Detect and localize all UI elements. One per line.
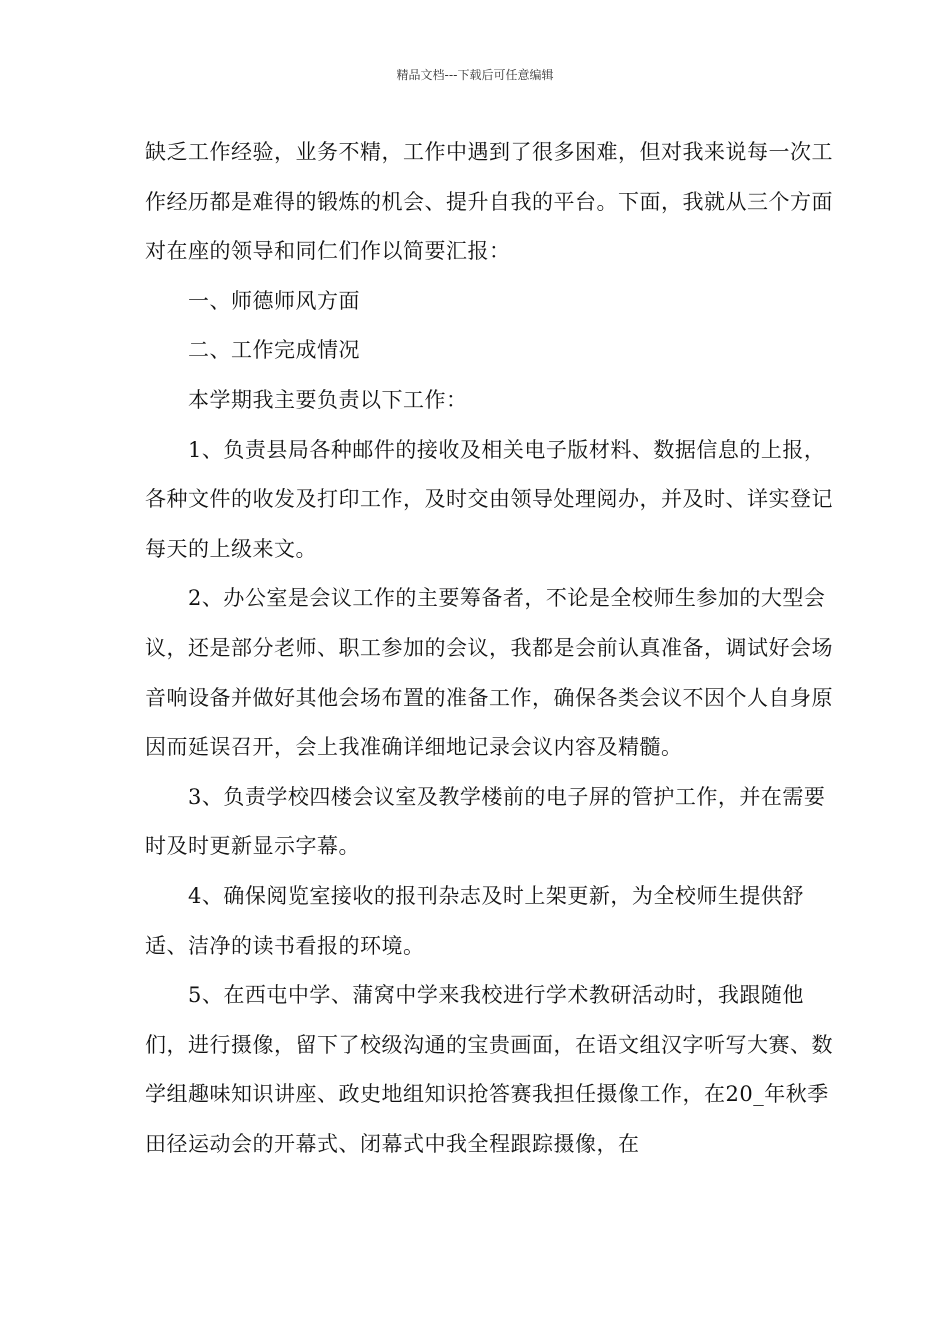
list-item-1: 1、负责县局各种邮件的接收及相关电子版材料、数据信息的上报，各种文件的收发及打印工作，及时交由领导处理阅办，并及时、详实登记每天的上级来文。 <box>145 437 833 561</box>
paragraph-continuation: 缺乏工作经验，业务不精，工作中遇到了很多困难，但对我来说每一次工作经历都是难得的锻炼的机会、提升自我的平台。下面，我就从三个方面对在座的领导和同仁们作以简要汇报： <box>145 140 833 264</box>
section-heading-ethics: 一、师德师风方面 <box>188 288 360 313</box>
page-header: 精品文档---下载后可任意编辑 <box>396 68 554 82</box>
paragraph-intro: 本学期我主要负责以下工作： <box>188 387 468 412</box>
list-item-3: 3、负责学校四楼会议室及教学楼前的电子屏的管护工作，并在需要时及时更新显示字幕。 <box>145 784 826 859</box>
list-item-5: 5、在西屯中学、蒲窝中学来我校进行学术教研活动时，我跟随他们，进行摄像，留下了校级沟通的宝贵画面，在语文组汉字听写大赛、数学组趣味知识讲座、政史地组知识抢答赛我担任摄像工作，在20_年秋季田径运动会的开幕式、闭幕式中我全程跟踪摄像，在 <box>145 983 833 1156</box>
list-item-4: 4、确保阅览室接收的报刊杂志及时上架更新，为全校师生提供舒适、洁净的读书看报的环境。 <box>145 883 804 958</box>
list-item-2: 2、办公室是会议工作的主要筹备者，不论是全校师生参加的大型会议，还是部分老师、职工参加的会议，我都是会前认真准备，调试好会场音响设备并做好其他会场布置的准备工作，确保各类会议不因个人自身原因而延误召开，会上我准确详细地记录会议内容及精髓。 <box>145 586 833 760</box>
document-body <box>145 128 835 1169</box>
section-heading-work: 二、工作完成情况 <box>188 338 360 363</box>
